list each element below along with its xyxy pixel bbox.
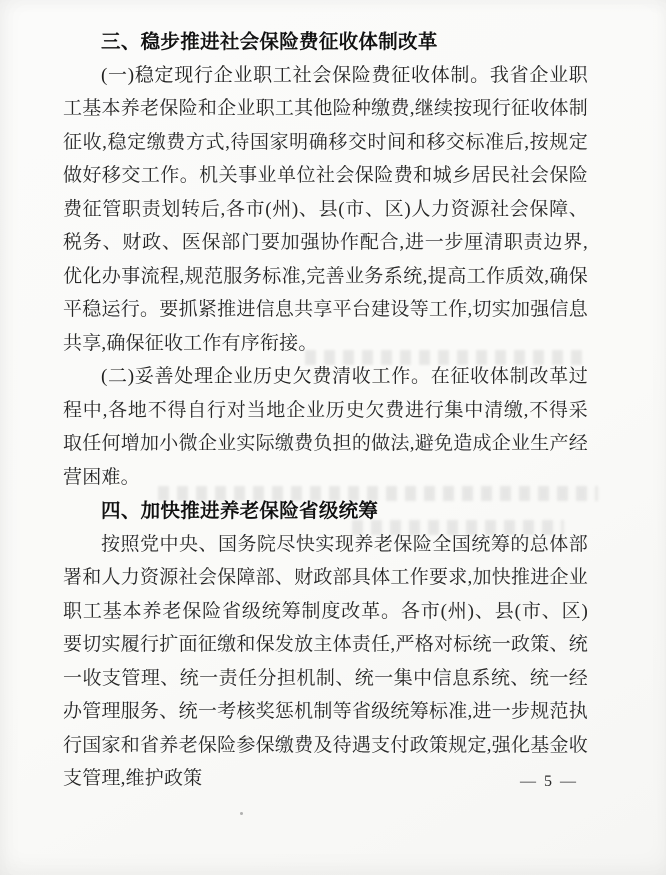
paragraph-text: 我省企业职工基本养老保险和企业职工其他险种缴费,继续按现行征收体制征收,稳定缴费方式,待国家明确移交时间和移交标准后,按规定做好移交工作。机关事业单位社会保险费和城乡居民社会保险费征管职责划转后,各市(州)、县(市、区)人力资源社会保障、税务、财政、医保部门要加强协作配合,进一步厘清职责边界,优化办事流程,规范服务标准,完善业务系统,提高工作质效,确保平稳运行。要抓紧推进信息共享平台建设等工作,切实加强信息共享,确保征收工作有序衔接。 <box>63 64 588 354</box>
paragraph <box>63 360 588 494</box>
document-body <box>63 25 588 796</box>
page-number: — 5 — <box>520 773 578 790</box>
paragraph-lead: (一)稳定现行企业职工社会保险费征收体制。 <box>101 64 490 86</box>
paragraph-text: 在征收体制改革过程中,各地不得自行对当地企业历史欠费进行集中清缴,不得采取任何增加小微企业实际缴费负担的做法,避免造成企业生产经营困难。 <box>63 366 588 488</box>
paragraph <box>63 59 588 361</box>
section-heading: 四、加快推进养老保险省级统筹 <box>101 499 379 522</box>
paragraph-text: 按照党中央、国务院尽快实现养老保险全国统筹的总体部署和人力资源社会保障部、财政部具体工作要求,加快推进企业职工基本养老保险省级统筹制度改革。各市(州)、县(市、区)要切实履行扩面征缴和保发放主体责任,严格对标统一政策、统一收支管理、统一责任分担机制、统一集中信息系统、统一经办管理服务、统一考核奖惩机制等省级统筹标准,进一步规范执行国家和省养老保险参保缴费及待遇支付政策规定,强化基金收支管理,维护政策 <box>63 533 588 789</box>
paragraph-lead: (二)妥善处理企业历史欠费清收工作。 <box>101 366 431 387</box>
section-heading: 三、稳步推进社会保险费征收体制改革 <box>101 30 438 53</box>
scan-speck-artifact <box>240 812 243 815</box>
paragraph <box>63 528 588 796</box>
